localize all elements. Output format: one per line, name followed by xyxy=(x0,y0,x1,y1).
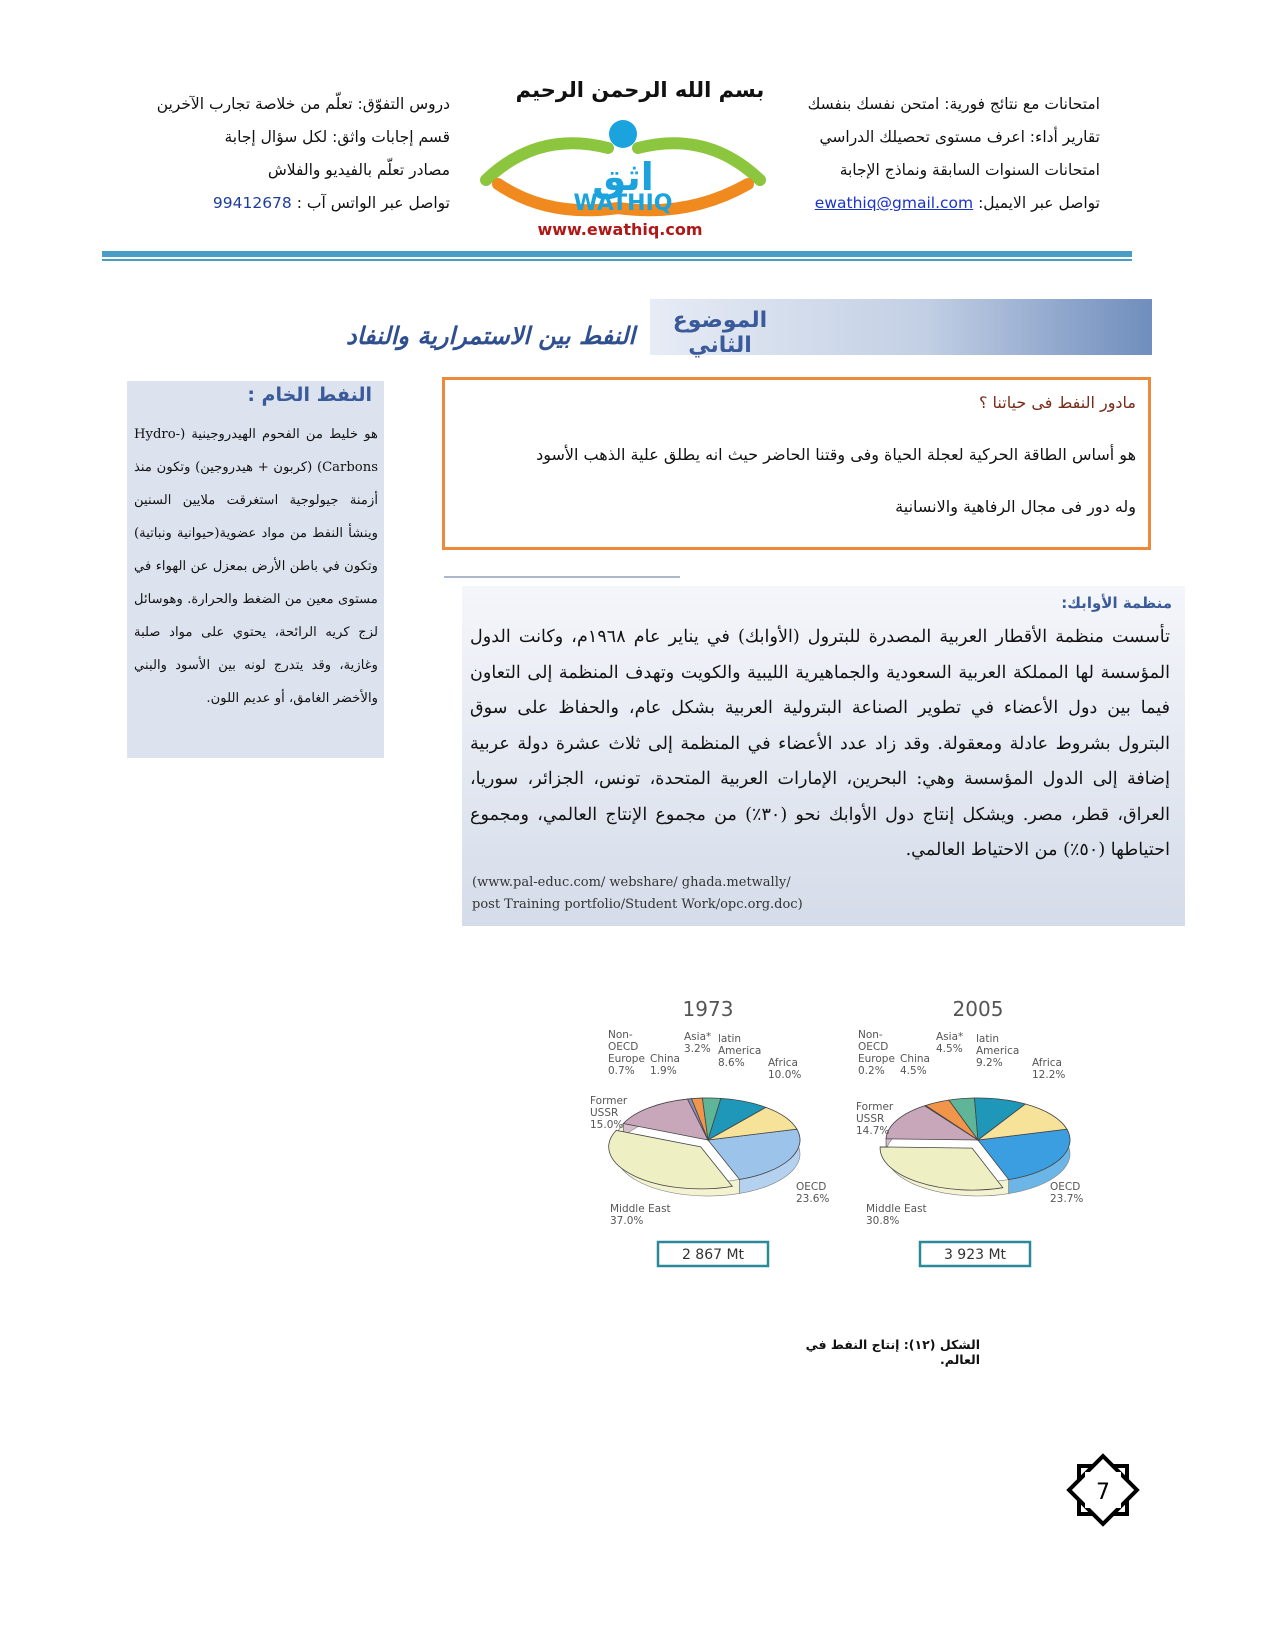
pie-label-former-ussr: Former USSR 14.7% xyxy=(856,1101,894,1137)
answer-line-2: وله دور فى مجال الرفاهية والانسانية xyxy=(895,497,1136,516)
opec-top-rule xyxy=(444,576,680,578)
email-link[interactable]: ewathiq@gmail.com xyxy=(814,194,974,212)
oil-production-charts xyxy=(590,997,1160,1310)
header-left-line-3: مصادر تعلّم بالفيديو والفلاش xyxy=(267,161,450,179)
opec-text: تأسست منظمة الأقطار العربية المصدرة للبترول (الأوابك) في يناير عام ١٩٦٨م، وكانت الدول المؤسسة لها المملكة العربية السعودية والجماهيرية الليبية والكويت وتهدف المنظمة إلى التعاون فيما بين دول الأعضاء في تطوير الصناعة البترولية العربية بشكل عام، والحفاظ على سوق البترول بشروط عادلة ومعقولة. وقد زاد عدد الأعضاء في المنظمة إلى ثلاث عشرة دولة عربية إضافة إلى الدول المؤسسة وهي: البحرين، الإمارات العربية المتحدة، تونس، الجزائر، سوريا، العراق، قطر، مصر. ويشكل إنتاج دول الأوابك نحو (٣٠٪) من مجموع الإنتاج العالمي، ومجموع احتياطها (٥٠٪) من الاحتياط العالمي. xyxy=(470,627,1170,860)
crude-oil-text: هو خليط من الفحوم الهيدروجينية (Hydro-Carbons) (كربون + هيدروجين) وتكون منذ أزمنة جيولوجية استغرقت ملايين السنين وينشأ النفط من مواد عضوية(حيوانية ونباتية) وتكون في باطن الأرض بمعزل عن الهواء في مستوى معين من الضغط والحرارة. وهوسائل لزج كريه الرائحة، يحتوي على مواد صلبة وغازية، وقد يتدرج لونه بين الأسود والبني والأخضر الغامق، أو عديم اللون. xyxy=(134,427,378,706)
header-left-line-1: دروس التفوّق: تعلّم من خلاصة تجارب الآخرين xyxy=(156,95,450,113)
opec-source-line-1: (www.pal-educ.com/ webshare/ ghada.metwally/ xyxy=(472,875,791,890)
topic-title: النفط بين الاستمرارية والنفاد xyxy=(346,322,635,350)
logo-latin-text: WATHIQ xyxy=(573,191,673,216)
question-text: مادور النفط فى حياتنا ؟ xyxy=(978,393,1136,412)
pie-label-oecd: OECD 23.6% xyxy=(796,1181,830,1205)
basmala: بسم الله الرحمن الرحيم xyxy=(515,78,765,102)
header-left-block xyxy=(140,88,450,220)
pie-slice-middle-east xyxy=(880,1147,1003,1190)
pie-label-asia-: Asia* 3.2% xyxy=(684,1031,712,1055)
pie-label-africa: Africa 12.2% xyxy=(1032,1057,1066,1081)
crude-oil-title: النفط الخام : xyxy=(247,384,372,406)
whatsapp-label: تواصل عبر الواتس آب : xyxy=(296,194,450,212)
header-right-line-3: امتحانات السنوات السابقة ونماذج الإجابة xyxy=(839,161,1100,179)
pie-chart-2005 xyxy=(856,997,1083,1266)
pie-label-middle-east: Middle East 37.0% xyxy=(610,1203,671,1227)
page-number-badge xyxy=(1063,1450,1143,1530)
opec-title: منظمة الأوابك: xyxy=(1061,594,1172,612)
opec-source xyxy=(472,872,992,916)
pie-label-china: China 4.5% xyxy=(900,1053,930,1077)
pie-label-china: China 1.9% xyxy=(650,1053,680,1077)
header-right-block xyxy=(770,88,1100,220)
pie-label-latin-america: latin America 9.2% xyxy=(976,1033,1020,1069)
header-email-line xyxy=(770,187,1100,220)
figure-caption: الشكل (١٢): إنتاج النفط في العالم. xyxy=(805,1337,980,1367)
pie-label-asia-: Asia* 4.5% xyxy=(936,1031,964,1055)
header-left-line-2: قسم إجابات واثق: لكل سؤال إجابة xyxy=(224,128,450,146)
header-right-line-1: امتحانات مع نتائج فورية: امتحن نفسك بنفسك xyxy=(807,95,1100,113)
opec-source-line-2: post Training portfolio/Student Work/opc.org.doc) xyxy=(472,897,803,912)
whatsapp-number[interactable]: 99412678 xyxy=(212,194,292,212)
pie-label-latin-america: latin America 8.6% xyxy=(718,1033,762,1069)
answer-line-1: هو أساس الطاقة الحركية لعجلة الحياة وفى وقتنا الحاضر حيث انه يطلق علية الذهب الأسود xyxy=(536,445,1136,464)
header-right-line-2: تقارير أداء: اعرف مستوى تحصيلك الدراسي xyxy=(819,128,1100,146)
topic-label: الموضوع الثاني xyxy=(672,308,768,358)
header-whatsapp-line xyxy=(140,187,450,220)
wathiq-logo xyxy=(478,118,768,218)
pie-label-oecd: OECD 23.7% xyxy=(1050,1181,1084,1205)
page-number: 7 xyxy=(1096,1480,1110,1505)
pie-chart-1973 xyxy=(590,997,829,1266)
pie-total-label: 2 867 Mt xyxy=(681,1247,745,1263)
website-link[interactable]: www.ewathiq.com xyxy=(537,220,703,239)
logo-arabic-text: اثق xyxy=(592,155,654,199)
pie-year-title: 2005 xyxy=(952,997,1004,1021)
pie-total-label: 3 923 Mt xyxy=(943,1247,1007,1263)
pie-label-middle-east: Middle East 30.8% xyxy=(866,1203,927,1227)
header-rule-thin xyxy=(102,259,1132,261)
header-rule xyxy=(102,251,1132,257)
pie-label-non-oecd-europe: Non-OECD Europe 0.7% xyxy=(608,1029,645,1077)
pie-label-africa: Africa 10.0% xyxy=(768,1057,802,1081)
pie-year-title: 1973 xyxy=(682,997,734,1021)
email-label: تواصل عبر الايميل: xyxy=(978,194,1100,212)
pie-label-former-ussr: Former USSR 15.0% xyxy=(590,1095,628,1131)
pie-label-non-oecd-europe: Non-OECD Europe 0.2% xyxy=(858,1029,895,1077)
